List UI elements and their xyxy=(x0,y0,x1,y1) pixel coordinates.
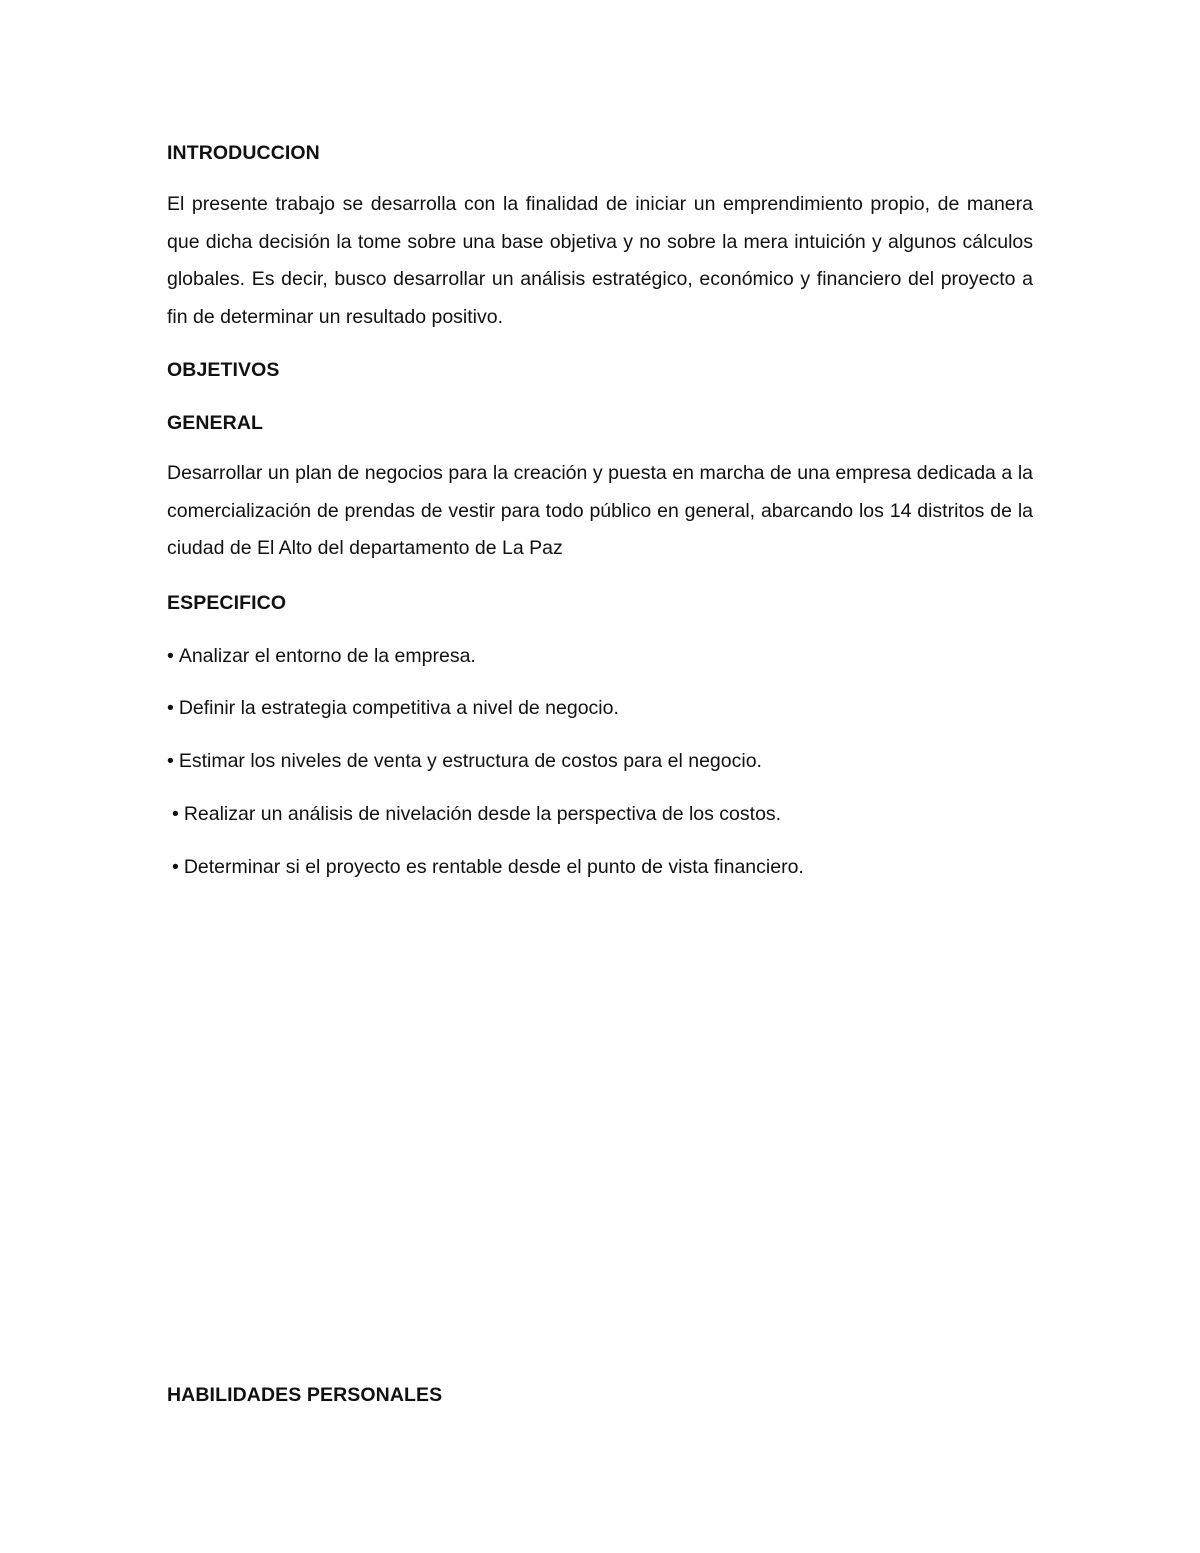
general-objective-paragraph: Desarrollar un plan de negocios para la creación y puesta en marcha de una empresa dedicada a la comercialización de prendas de vestir para todo público en general, abarcando los 14 distritos de la ciudad de El Alto del departamento de La Paz xyxy=(167,462,1033,559)
bullet-icon: • xyxy=(172,803,179,825)
list-item xyxy=(172,855,804,879)
specific-objectives-heading: ESPECIFICO xyxy=(167,592,287,614)
list-item-text: Realizar un análisis de nivelación desde la perspectiva de los costos. xyxy=(183,803,782,825)
list-item xyxy=(172,802,781,826)
bullet-icon: • xyxy=(172,856,179,878)
list-item xyxy=(167,749,762,773)
bullet-icon: • xyxy=(167,750,174,772)
general-objective-heading: GENERAL xyxy=(167,412,264,434)
introduction-paragraph: El presente trabajo se desarrolla con la finalidad de iniciar un emprendimiento propio, de manera que dicha decisión la tome sobre una base objetiva y no sobre la mera intuición y algunos cálculos globales. Es decir, busco desarrollar un análisis estratégico, económico y financiero del proyecto a fin de determinar un resultado positivo. xyxy=(167,193,1033,328)
introduction-heading: INTRODUCCION xyxy=(167,142,320,164)
list-item xyxy=(167,696,619,720)
bullet-icon: • xyxy=(167,645,174,667)
list-item-text: Definir la estrategia competitiva a nivel de negocio. xyxy=(178,697,619,719)
list-item-text: Analizar el entorno de la empresa. xyxy=(178,645,476,667)
list-item-text: Estimar los niveles de venta y estructura de costos para el negocio. xyxy=(178,750,762,772)
bullet-icon: • xyxy=(167,697,174,719)
list-item xyxy=(167,644,476,668)
objectives-heading: OBJETIVOS xyxy=(167,359,280,381)
list-item-text: Determinar si el proyecto es rentable desde el punto de vista financiero. xyxy=(183,856,804,878)
personal-skills-heading: HABILIDADES PERSONALES xyxy=(167,1384,443,1406)
